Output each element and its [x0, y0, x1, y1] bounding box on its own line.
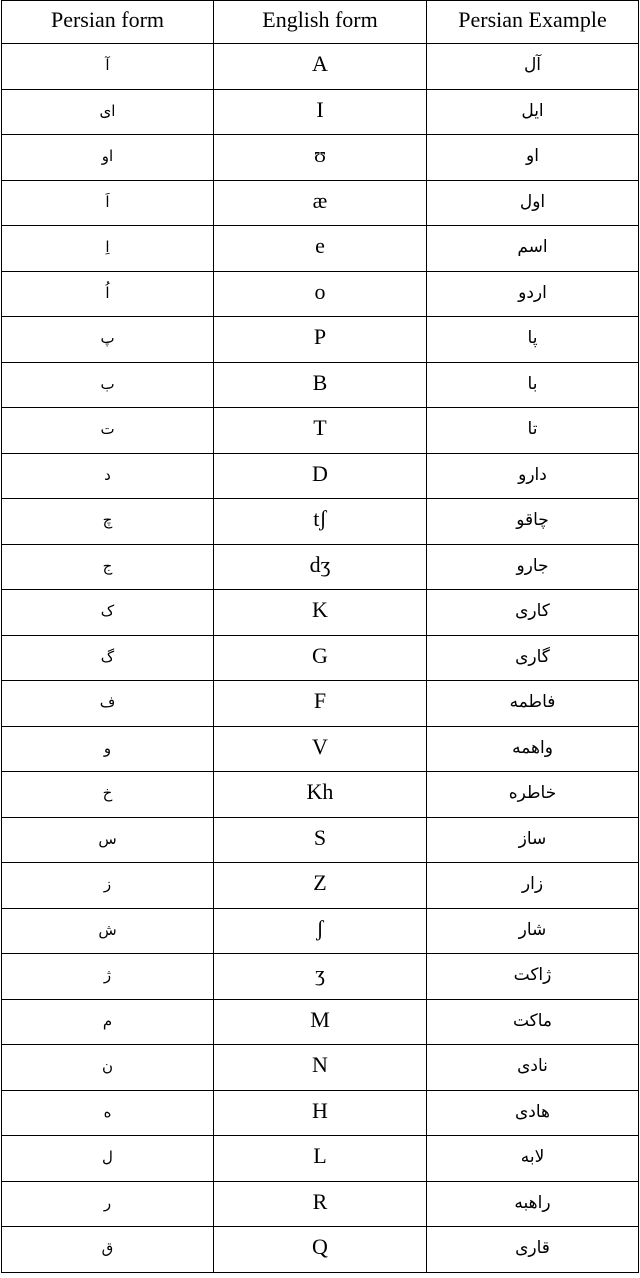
english-form-cell: S — [214, 817, 427, 863]
table-row — [2, 1136, 639, 1182]
english-form-cell: D — [214, 453, 427, 499]
persian-form-cell: ژ — [2, 954, 214, 1000]
table-row — [2, 999, 639, 1045]
english-form-cell: dʒ — [214, 544, 427, 590]
english-form-cell: F — [214, 681, 427, 727]
persian-example-cell: اسم — [427, 226, 639, 272]
persian-example-cell: فاطمه — [427, 681, 639, 727]
table-row — [2, 317, 639, 363]
persian-form-cell: خ — [2, 772, 214, 818]
persian-example-cell: دارو — [427, 453, 639, 499]
persian-example-cell: خاطره — [427, 772, 639, 818]
english-form-cell: V — [214, 726, 427, 772]
table-row — [2, 226, 639, 272]
persian-form-cell: گ — [2, 635, 214, 681]
persian-form-cell: چ — [2, 499, 214, 545]
header-persian-form: Persian form — [2, 1, 214, 44]
persian-example-cell: ایل — [427, 89, 639, 135]
english-form-cell: ʊ — [214, 135, 427, 181]
persian-form-cell: ل — [2, 1136, 214, 1182]
persian-example-cell: لابه — [427, 1136, 639, 1182]
table-row — [2, 180, 639, 226]
table-body — [2, 44, 639, 1273]
header-english-form: English form — [214, 1, 427, 44]
persian-form-cell: ج — [2, 544, 214, 590]
table-row — [2, 1181, 639, 1227]
table-row — [2, 908, 639, 954]
table-row — [2, 1045, 639, 1091]
english-form-cell: H — [214, 1090, 427, 1136]
persian-form-cell: ن — [2, 1045, 214, 1091]
english-form-cell: T — [214, 408, 427, 454]
english-form-cell: ʃ — [214, 908, 427, 954]
persian-form-cell: ای — [2, 89, 214, 135]
table-header — [2, 1, 639, 44]
english-form-cell: Q — [214, 1227, 427, 1273]
persian-form-cell: ش — [2, 908, 214, 954]
english-form-cell: e — [214, 226, 427, 272]
table-row — [2, 726, 639, 772]
table-row — [2, 544, 639, 590]
persian-example-cell: شار — [427, 908, 639, 954]
persian-example-cell: جارو — [427, 544, 639, 590]
persian-form-cell: م — [2, 999, 214, 1045]
persian-form-cell: او — [2, 135, 214, 181]
persian-form-cell: آ — [2, 44, 214, 90]
persian-example-cell: گاری — [427, 635, 639, 681]
persian-example-cell: چاقو — [427, 499, 639, 545]
table-row — [2, 1227, 639, 1273]
table-row — [2, 453, 639, 499]
english-form-cell: K — [214, 590, 427, 636]
persian-form-cell: ف — [2, 681, 214, 727]
english-form-cell: L — [214, 1136, 427, 1182]
persian-form-cell: پ — [2, 317, 214, 363]
persian-example-cell: اردو — [427, 271, 639, 317]
english-form-cell: I — [214, 89, 427, 135]
table-row — [2, 817, 639, 863]
persian-example-cell: با — [427, 362, 639, 408]
persian-form-cell: د — [2, 453, 214, 499]
persian-example-cell: آل — [427, 44, 639, 90]
english-form-cell: Kh — [214, 772, 427, 818]
persian-form-cell: ق — [2, 1227, 214, 1273]
table-row — [2, 954, 639, 1000]
persian-example-cell: ساز — [427, 817, 639, 863]
table-row — [2, 499, 639, 545]
english-form-cell: o — [214, 271, 427, 317]
english-form-cell: B — [214, 362, 427, 408]
english-form-cell: N — [214, 1045, 427, 1091]
table-row — [2, 44, 639, 90]
table-row — [2, 408, 639, 454]
persian-form-cell: ه — [2, 1090, 214, 1136]
persian-example-cell: کاری — [427, 590, 639, 636]
persian-example-cell: ماکت — [427, 999, 639, 1045]
persian-form-cell: ز — [2, 863, 214, 909]
english-form-cell: tʃ — [214, 499, 427, 545]
header-row — [2, 1, 639, 44]
table-row — [2, 635, 639, 681]
persian-form-cell: اِ — [2, 226, 214, 272]
transliteration-table — [1, 0, 639, 1273]
persian-form-cell: ک — [2, 590, 214, 636]
english-form-cell: A — [214, 44, 427, 90]
persian-example-cell: او — [427, 135, 639, 181]
persian-example-cell: اول — [427, 180, 639, 226]
header-persian-example: Persian Example — [427, 1, 639, 44]
persian-form-cell: ر — [2, 1181, 214, 1227]
table-row — [2, 89, 639, 135]
persian-form-cell: و — [2, 726, 214, 772]
english-form-cell: G — [214, 635, 427, 681]
table-row — [2, 135, 639, 181]
table-row — [2, 772, 639, 818]
table-row — [2, 863, 639, 909]
english-form-cell: P — [214, 317, 427, 363]
persian-example-cell: قاری — [427, 1227, 639, 1273]
table-row — [2, 271, 639, 317]
persian-form-cell: س — [2, 817, 214, 863]
persian-form-cell: اُ — [2, 271, 214, 317]
persian-example-cell: ژاکت — [427, 954, 639, 1000]
persian-form-cell: ت — [2, 408, 214, 454]
persian-example-cell: تا — [427, 408, 639, 454]
persian-example-cell: هادی — [427, 1090, 639, 1136]
english-form-cell: Z — [214, 863, 427, 909]
persian-form-cell: ب — [2, 362, 214, 408]
persian-form-cell: اَ — [2, 180, 214, 226]
persian-example-cell: نادی — [427, 1045, 639, 1091]
persian-example-cell: زار — [427, 863, 639, 909]
english-form-cell: R — [214, 1181, 427, 1227]
persian-example-cell: واهمه — [427, 726, 639, 772]
table-row — [2, 681, 639, 727]
table-row — [2, 590, 639, 636]
persian-example-cell: راهبه — [427, 1181, 639, 1227]
persian-example-cell: پا — [427, 317, 639, 363]
table-row — [2, 362, 639, 408]
english-form-cell: M — [214, 999, 427, 1045]
table-row — [2, 1090, 639, 1136]
english-form-cell: ʒ — [214, 954, 427, 1000]
english-form-cell: æ — [214, 180, 427, 226]
